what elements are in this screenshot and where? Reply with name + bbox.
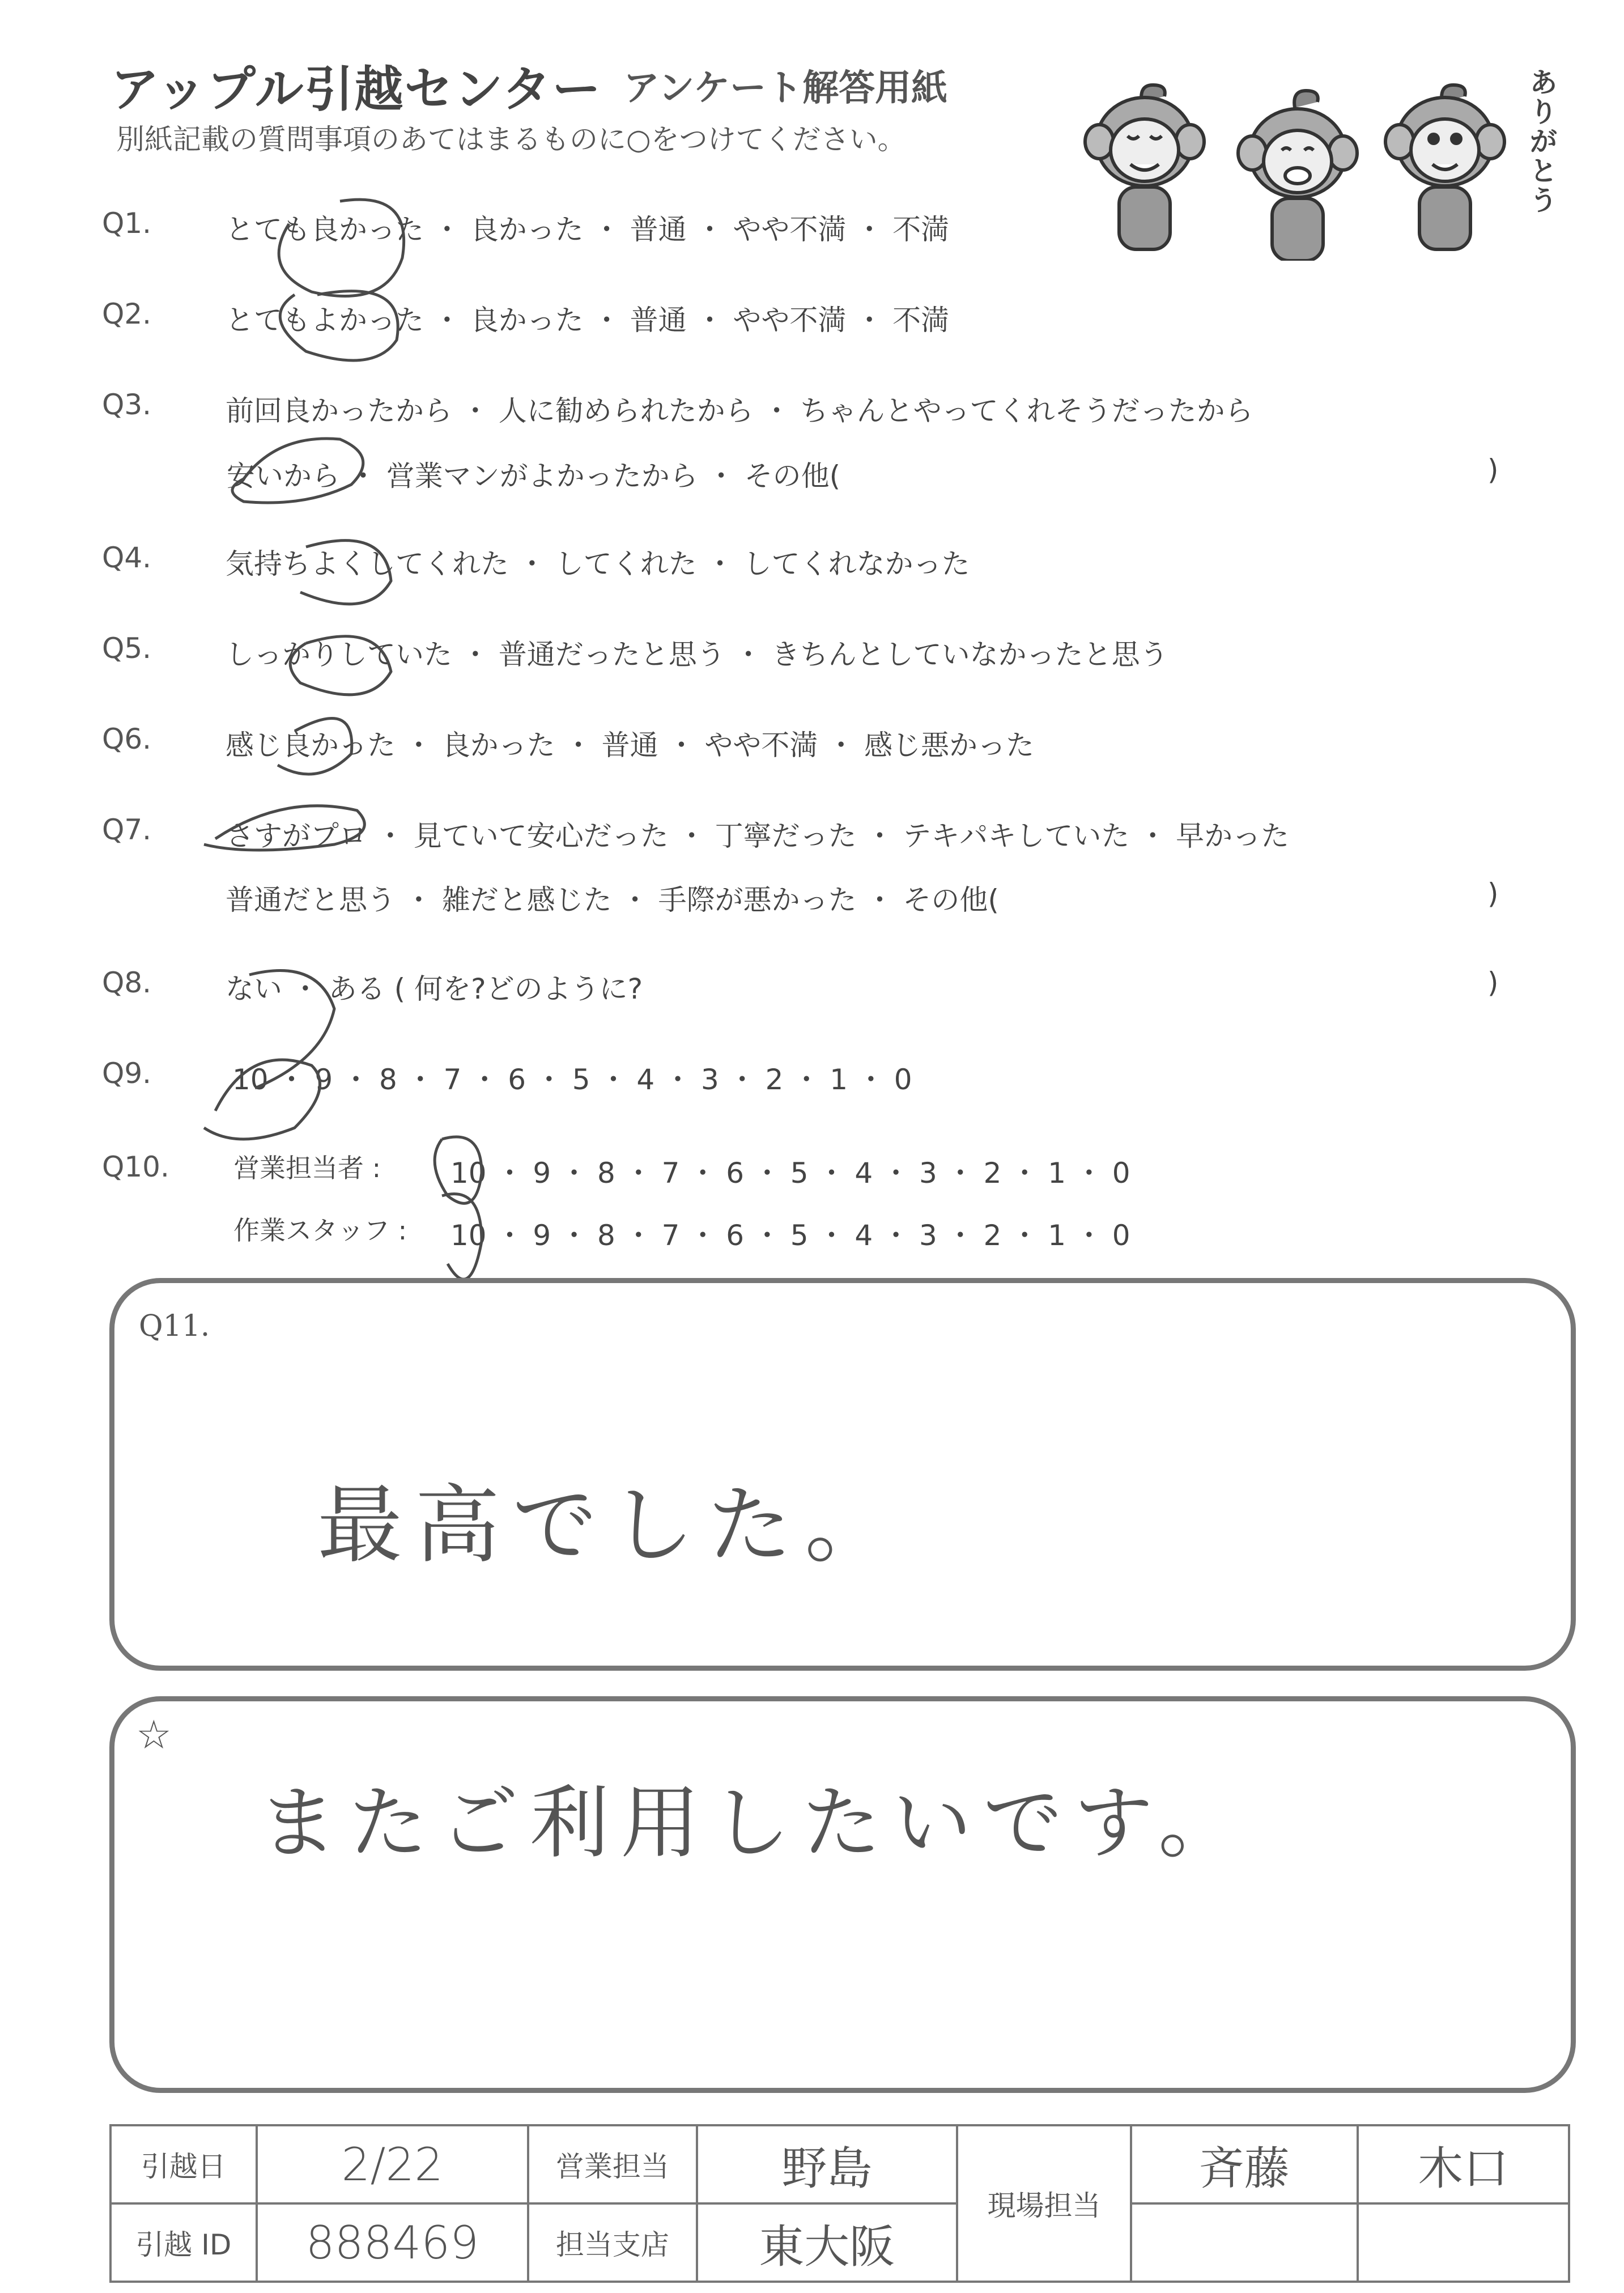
q10-sales-label: 営業担当者 : xyxy=(233,1153,381,1183)
form-title: アンケート解答用紙 xyxy=(623,67,948,109)
star-handwritten-text: またご利用したいです。 xyxy=(258,1777,1249,1870)
company-name: アップル引越センター xyxy=(110,61,602,118)
q4-label: Q4. xyxy=(102,541,152,574)
q1-options: とても良かった ・ 良かった ・ 普通 ・ やや不満 ・ 不満 xyxy=(226,213,950,246)
field-empty-cell-1 xyxy=(1131,2203,1357,2282)
q7-options-line2: 普通だと思う ・ 雑だと感じた ・ 手際が悪かった ・ その他( xyxy=(226,884,999,916)
move-date-value: 2/22 xyxy=(257,2125,529,2203)
branch-value: 東大阪 xyxy=(697,2203,957,2282)
q8-options: ない ・ ある ( 何を?どのように? xyxy=(226,973,643,1005)
q3-options-line2: 安いから ・ 営業マンがよかったから ・ その他( xyxy=(227,460,841,492)
sales-value: 野島 xyxy=(697,2125,957,2203)
q7-options-line1: さすがプロ ・ 見ていて安心だった ・ 丁寧だった ・ テキパキしていた ・ 早かった xyxy=(226,819,1290,852)
q10-label: Q10. xyxy=(102,1150,169,1183)
q6-options: 感じ良かった ・ 良かった ・ 普通 ・ やや不満 ・ 感じ悪かった xyxy=(226,729,1035,762)
q11-handwritten-text: 最高でした。 xyxy=(317,1476,903,1575)
q2-options: とてもよかった ・ 良かった ・ 普通 ・ やや不満 ・ 不満 xyxy=(226,304,950,337)
q5-label: Q5. xyxy=(102,632,152,665)
q2-label: Q2. xyxy=(102,298,152,330)
q10-staff-scale: 10 ・ 9 ・ 8 ・ 7 ・ 6 ・ 5 ・ 4 ・ 3 ・ 2 ・ 1 ・ 0 xyxy=(450,1219,1130,1252)
footer-info-table xyxy=(109,2124,1570,2283)
field-label: 現場担当 xyxy=(957,2125,1131,2282)
q4-options: 気持ちよくしてくれた ・ してくれた ・ してくれなかった xyxy=(226,547,970,580)
q10-sales-scale: 10 ・ 9 ・ 8 ・ 7 ・ 6 ・ 5 ・ 4 ・ 3 ・ 2 ・ 1 ・ 0 xyxy=(450,1157,1130,1190)
q7-close-paren: ) xyxy=(1487,877,1499,910)
sales-label: 営業担当 xyxy=(528,2125,696,2203)
q9-label: Q9. xyxy=(102,1057,152,1090)
q6-label: Q6. xyxy=(102,723,152,755)
q3-options-line1: 前回良かったから ・ 人に勧められたから ・ ちゃんとやってくれそうだったから xyxy=(226,394,1253,427)
q3-label: Q3. xyxy=(102,388,152,421)
field-value-1: 斉藤 xyxy=(1131,2125,1357,2203)
move-date-label: 引越日 xyxy=(110,2125,257,2203)
move-id-value: 888469 xyxy=(257,2203,529,2282)
star-icon: ☆ xyxy=(136,1712,172,1758)
q1-label: Q1. xyxy=(102,207,152,240)
instruction-text: 別紙記載の質問事項のあてはまるものに○をつけてください。 xyxy=(116,123,906,156)
move-id-label: 引越 ID xyxy=(110,2203,257,2282)
arigatou-text: ありがとう xyxy=(1530,67,1558,216)
q9-scale: 10 ・ 9 ・ 8 ・ 7 ・ 6 ・ 5 ・ 4 ・ 3 ・ 2 ・ 1 ・ 0 xyxy=(232,1063,912,1096)
q7-label: Q7. xyxy=(102,813,152,846)
q5-options: しっかりしていた ・ 普通だったと思う ・ きちんとしていなかったと思う xyxy=(226,638,1168,671)
q10-staff-label: 作業スタッフ : xyxy=(233,1215,407,1246)
q3-close-paren: ) xyxy=(1487,453,1499,486)
branch-label: 担当支店 xyxy=(528,2203,696,2282)
q8-close-paren: ) xyxy=(1487,966,1499,999)
q11-label: Q11. xyxy=(139,1309,210,1343)
field-empty-cell-2 xyxy=(1358,2203,1569,2282)
star-comment-box xyxy=(109,1696,1576,2093)
field-value-2: 木口 xyxy=(1358,2125,1569,2203)
q8-label: Q8. xyxy=(102,966,152,999)
